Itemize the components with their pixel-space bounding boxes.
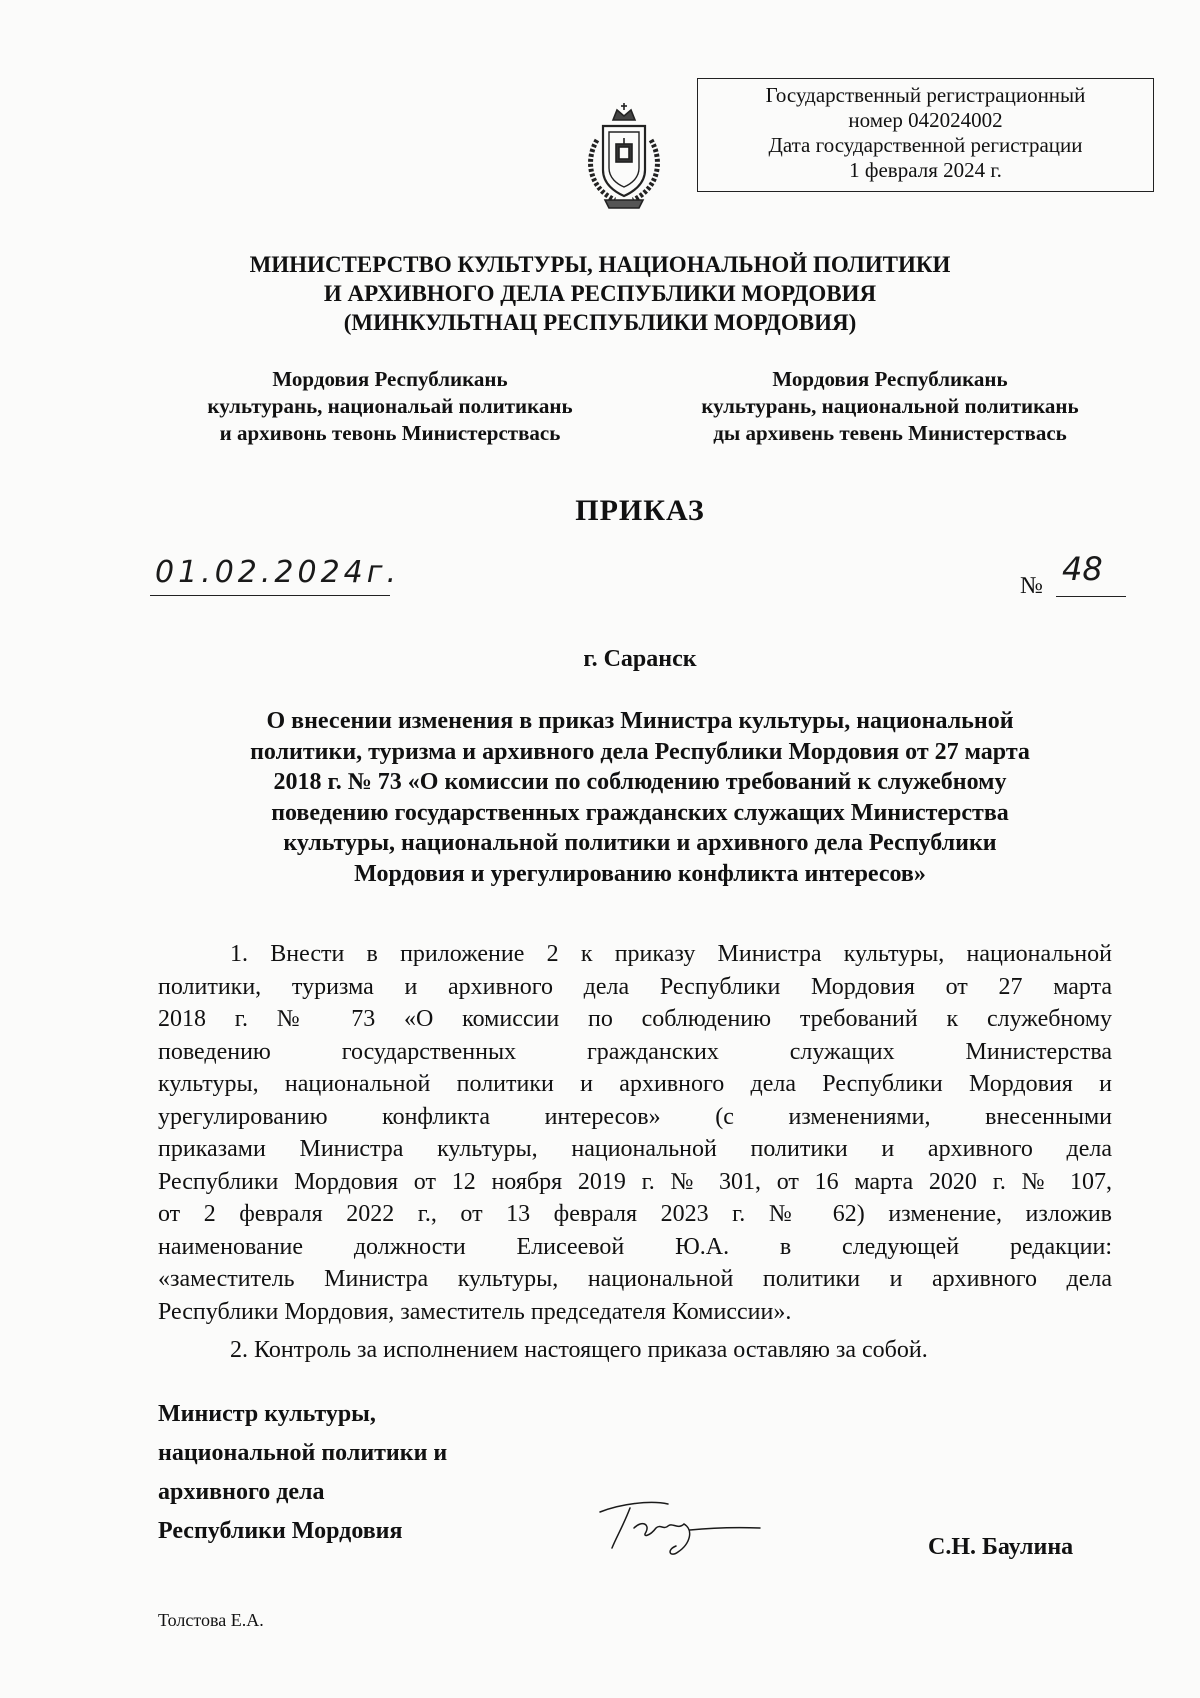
subject-line: 2018 г. № 73 «О комиссии по соблюдению требований к служебному (273, 769, 1007, 795)
body-line: 2018 г. № 73 «О комиссии по соблюдению требований к служебному (158, 1006, 1112, 1032)
handwritten-date: 01.02.2024г. (155, 555, 401, 590)
date-underline (150, 595, 390, 596)
subject-line: О внесении изменения в приказ Министра культуры, национальной (266, 708, 1014, 734)
body-line: от 2 февраля 2022 г., от 13 февраля 2023 г. № 62) изменение, изложив (158, 1201, 1112, 1227)
subject-line: поведению государственных гражданских служащих Министерства (271, 799, 1009, 826)
mordovian-name-right (650, 366, 1130, 447)
subject-line: Мордовия и урегулированию конфликта интересов» (354, 860, 926, 887)
signer-title-line: архивного дела (158, 1479, 325, 1505)
ministry-line: МИНИСТЕРСТВО КУЛЬТУРЫ, НАЦИОНАЛЬНОЙ ПОЛИТИКИ (249, 252, 951, 277)
mordovian-line: Мордовия Республикань (772, 367, 1008, 391)
signer-name: С.Н. Баулина (928, 1534, 1074, 1560)
subject-line: политики, туризма и архивного дела Республики Мордовия от 27 марта (250, 738, 1030, 765)
number-underline (1056, 596, 1126, 597)
paragraph-1 (158, 938, 1112, 1328)
signer-title-line: Республики Мордовия (158, 1518, 403, 1544)
handwritten-signature (590, 1490, 770, 1565)
body-line: наименование должности Елисеевой Ю.А. в следующей редакции: (158, 1233, 1112, 1260)
body-line: урегулированию конфликта интересов» (с изменениями, внесенными (158, 1103, 1112, 1130)
executor-name: Толстова Е.А. (158, 1610, 264, 1630)
handwritten-number: 48 (1062, 550, 1103, 588)
subject-line: культуры, национальной политики и архивного дела Республики (283, 830, 997, 856)
body-line: «заместитель Министра культуры, национальной политики и архивного дела (158, 1266, 1112, 1292)
ministry-header (100, 250, 1100, 337)
mordovian-line: культурань, национальай политикань (207, 394, 573, 418)
number-sign: № (1020, 573, 1043, 599)
body-line: Республики Мордовия, заместитель председателя Комиссии». (158, 1298, 792, 1325)
body-line: политики, туризма и архивного дела Республики Мордовия от 27 марта (158, 973, 1112, 1000)
registration-line: Дата государственной регистрации (768, 133, 1083, 157)
body-line: 1. Внести в приложение 2 к приказу Министра культуры, национальной (230, 941, 1112, 967)
body-line: поведению государственных гражданских служащих Министерства (158, 1038, 1112, 1065)
document-type-title: ПРИКАЗ (575, 494, 705, 527)
registration-line: Государственный регистрационный (765, 83, 1086, 107)
registration-box (697, 78, 1154, 192)
registration-line: 1 февраля 2024 г. (849, 158, 1002, 182)
mordovian-name-left (140, 366, 640, 447)
paragraph-2: 2. Контроль за исполнением настоящего приказа оставляю за собой. (230, 1337, 928, 1363)
body-line: Республики Мордовия от 12 ноября 2019 г. № 301, от 16 марта 2020 г. № 107, (158, 1168, 1112, 1195)
mordovian-line: культурань, национальной политикань (701, 394, 1079, 418)
registration-line: номер 042024002 (848, 108, 1003, 132)
city: г. Саранск (583, 646, 697, 672)
body-line: культуры, национальной политики и архивного дела Республики Мордовия и (158, 1071, 1112, 1097)
ministry-line: (МИНКУЛЬТНАЦ РЕСПУБЛИКИ МОРДОВИЯ) (343, 310, 857, 335)
signer-title-line: Министр культуры, (158, 1401, 376, 1427)
ministry-line: И АРХИВНОГО ДЕЛА РЕСПУБЛИКИ МОРДОВИЯ (323, 281, 877, 306)
mordovian-line: и архивонь тевонь Министерствась (219, 421, 561, 445)
body-line: приказами Министра культуры, национальной политики и архивного дела (158, 1136, 1112, 1162)
mordovian-line: ды архивень тевень Министерствась (713, 421, 1067, 445)
mordovian-line: Мордовия Республикань (272, 367, 508, 391)
coat-of-arms-icon (575, 100, 673, 214)
signer-title-line: национальной политики и (158, 1440, 448, 1466)
order-subject (150, 706, 1130, 889)
signer-title (158, 1395, 447, 1551)
